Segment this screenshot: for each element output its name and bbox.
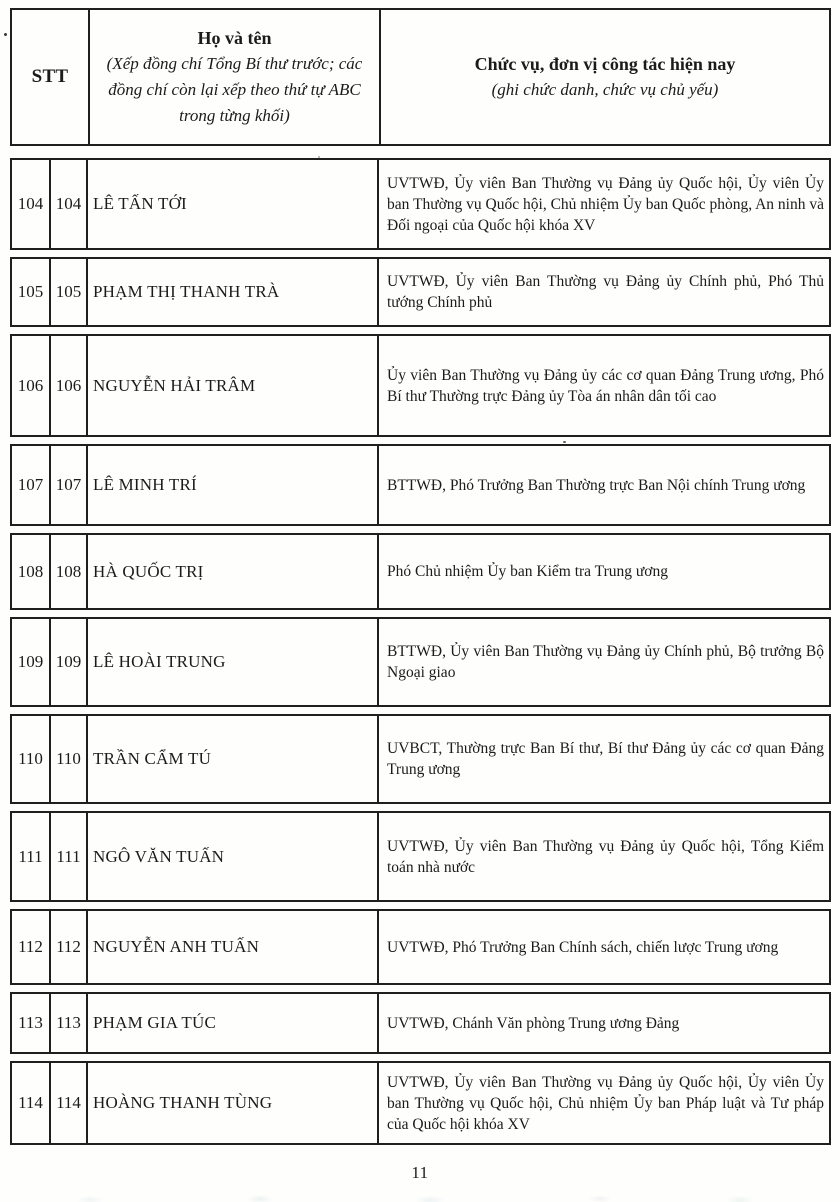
- official-position: [377, 1063, 829, 1143]
- stt-value-duplicate: 114: [49, 1063, 86, 1143]
- official-name: NGUYỄN HẢI TRÂM: [86, 336, 377, 435]
- position-text: UVBCT, Thường trực Ban Bí thư, Bí thư Đảng ủy các cơ quan Đảng Trung ương: [387, 740, 824, 778]
- header-position: [379, 10, 829, 144]
- stt-value: 108: [17, 561, 44, 581]
- position-text: UVTWĐ, Ủy viên Ban Thường vụ Đảng ủy Quốc hội, Ủy viên Ủy ban Thường vụ Quốc hội, Chủ nhiệm Ủy ban Quốc phòng, An ninh và Đối ngoại của Quốc hội khóa XV: [387, 174, 824, 234]
- official-name: NGÔ VĂN TUẤN: [86, 813, 377, 900]
- stt-value: 104: [17, 194, 44, 213]
- stt-value: 113: [18, 1013, 43, 1032]
- header-position-title: Chức vụ, đơn vị công tác hiện nay: [474, 54, 736, 74]
- header-name: [88, 10, 379, 144]
- stt-value-duplicate: 111: [49, 813, 86, 900]
- table-row: [10, 992, 831, 1054]
- stt-value-duplicate: 108: [49, 535, 86, 608]
- official-name: LÊ MINH TRÍ: [86, 446, 377, 524]
- table-row: [10, 334, 831, 437]
- stt-value: 110: [18, 749, 43, 768]
- position-text: Ủy viên Ban Thường vụ Đảng ủy các cơ quan Đảng Trung ương, Phó Bí thư Thường trực Đảng ủy Tòa án nhân dân tối cao: [387, 366, 824, 405]
- header-position-note: (ghi chức danh, chức vụ chủ yếu): [491, 80, 719, 99]
- position-text: BTTWĐ, Ủy viên Ban Thường vụ Đảng ủy Chính phủ, Bộ trưởng Bộ Ngoại giao: [387, 643, 824, 681]
- stt-value: 114: [18, 1093, 43, 1112]
- official-name: NGUYỄN ANH TUẤN: [86, 911, 377, 983]
- stt-value-duplicate: 107: [49, 446, 86, 524]
- stt-value: 111: [18, 846, 43, 866]
- stt-value-duplicate: 112: [49, 911, 86, 983]
- stt-value-duplicate: 106: [49, 336, 86, 435]
- official-name: LÊ HOÀI TRUNG: [86, 619, 377, 705]
- stt-value: 109: [17, 652, 44, 671]
- table-body: [10, 158, 831, 1145]
- table-row: [10, 158, 831, 250]
- table-row: [10, 533, 831, 610]
- stt-value-duplicate: 110: [49, 716, 86, 802]
- official-name: HÀ QUỐC TRỊ: [86, 535, 377, 608]
- official-position: [377, 994, 829, 1052]
- official-position: [377, 259, 829, 325]
- official-position: [377, 911, 829, 983]
- official-name: HOÀNG THANH TÙNG: [86, 1063, 377, 1143]
- header-name-title: Họ và tên: [197, 28, 272, 48]
- stt-value-duplicate: 104: [49, 160, 86, 248]
- position-text: UVTWĐ, Ủy viên Ban Thường vụ Đảng ủy Quốc hội, Tổng Kiểm toán nhà nước: [387, 837, 824, 876]
- table-row: [10, 714, 831, 804]
- position-text: BTTWĐ, Phó Trưởng Ban Thường trực Ban Nội chính Trung ương: [387, 476, 806, 494]
- position-text: UVTWĐ, Ủy viên Ban Thường vụ Đảng ủy Quốc hội, Ủy viên Ủy ban Thường vụ Quốc hội, Chủ nhiệm Ủy ban Pháp luật và Tư pháp của Quốc hội khóa XV: [387, 1073, 824, 1133]
- stt-value-duplicate: 113: [49, 994, 86, 1052]
- header-name-note: (Xếp đồng chí Tổng Bí thư trước; các đồng chí còn lại xếp theo thứ tự ABC trong từng khối): [106, 54, 363, 125]
- officials-table: [10, 8, 831, 1145]
- table-row: [10, 617, 831, 707]
- position-text: UVTWĐ, Phó Trưởng Ban Chính sách, chiến lược Trung ương: [387, 938, 779, 956]
- header-stt-label: STT: [31, 66, 69, 87]
- official-position: [377, 813, 829, 900]
- table-row: [10, 1061, 831, 1145]
- scan-speck: [4, 33, 7, 36]
- stt-value-duplicate: 109: [49, 619, 86, 705]
- page-number: 11: [411, 1163, 429, 1182]
- official-position: [377, 160, 829, 248]
- table-header-row: [10, 8, 831, 146]
- table-row: [10, 909, 831, 985]
- scan-noise-strip: [0, 1190, 840, 1202]
- stt-value: 105: [17, 282, 44, 301]
- position-text: UVTWĐ, Chánh Văn phòng Trung ương Đảng: [387, 1014, 680, 1032]
- table-row: [10, 811, 831, 902]
- stt-value: 106: [17, 375, 44, 395]
- header-stt: [12, 10, 88, 144]
- table-row: [10, 257, 831, 327]
- official-name: PHẠM GIA TÚC: [86, 994, 377, 1052]
- official-position: [377, 446, 829, 524]
- official-position: [377, 535, 829, 608]
- stt-value: 112: [18, 937, 43, 956]
- official-name: LÊ TẤN TỚI: [86, 160, 377, 248]
- position-text: Phó Chủ nhiệm Ủy ban Kiểm tra Trung ương: [387, 563, 668, 580]
- stt-value: 107: [17, 475, 44, 494]
- position-text: UVTWĐ, Ủy viên Ban Thường vụ Đảng ủy Chính phủ, Phó Thủ tướng Chính phủ: [387, 273, 824, 311]
- official-name: TRẦN CẨM TÚ: [86, 716, 377, 802]
- stt-value-duplicate: 105: [49, 259, 86, 325]
- table-row: [10, 444, 831, 526]
- official-position: [377, 619, 829, 705]
- official-position: [377, 336, 829, 435]
- official-position: [377, 716, 829, 802]
- official-name: PHẠM THỊ THANH TRÀ: [86, 259, 377, 325]
